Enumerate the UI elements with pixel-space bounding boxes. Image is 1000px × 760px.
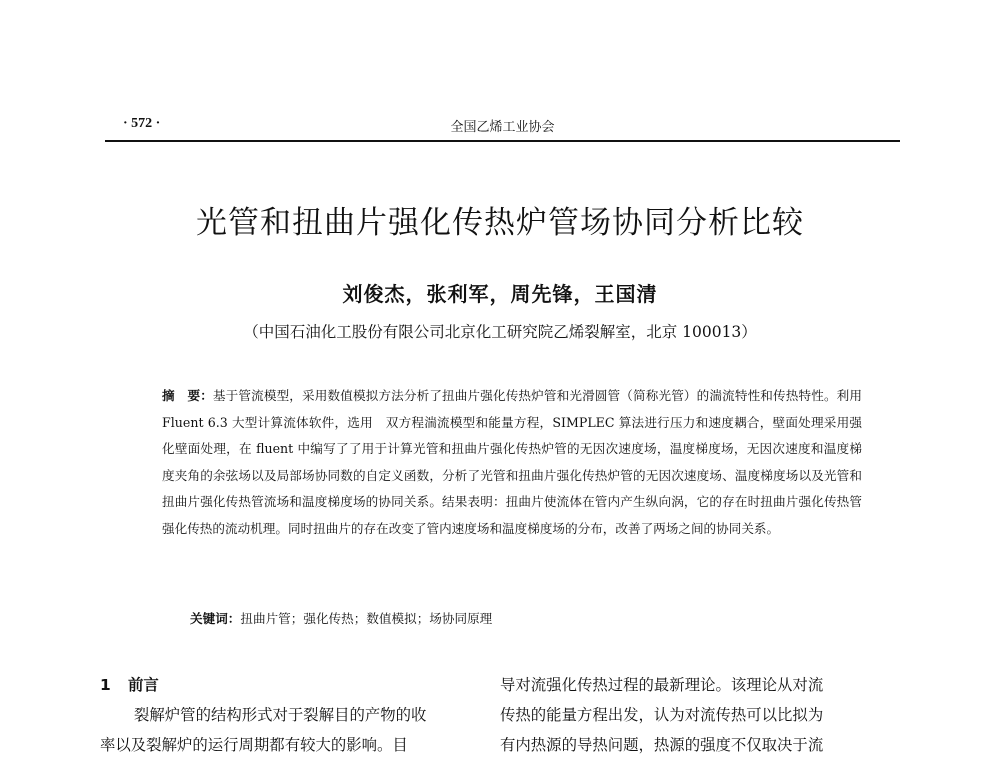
body-line: 传热的能量方程出发，认为对流传热可以比拟为 [500, 706, 824, 724]
body-line: 裂解炉管的结构形式对于裂解目的产物的收 [134, 706, 427, 724]
running-header [105, 110, 900, 142]
section-heading [100, 670, 500, 700]
paper-title: 光管和扭曲片强化传热炉管场协同分析比较 [196, 205, 804, 241]
page-number: · 572 · [123, 116, 161, 131]
journal-name: 全国乙烯工业协会 [450, 120, 555, 135]
abstract-text: 基于管流模型，采用数值模拟方法分析了扭曲片强化传热炉管和光滑圆管（简称光管）的湍流特性和传热特性。利用 Fluent 6.3 大型计算流体软件，选用 双方程湍流模型和能量方程，SIMPLEC 算法进行压力和速度耦合，壁面处理采用强化壁面处理，在 fluent 中编写了了用于计算光管和扭曲片强化传热炉管的无因次速度场，温度梯度场，无因次速度和温度梯度夹角的余弦场以及局部场协同数的自定义函数，分析了光管和扭曲片强化传热炉管的无因次速度场、温度梯度场以及光管和扭曲片强化传热管流场和温度梯度场的协同关系。结果表明：扭曲片使流体在管内产生纵向涡，它的存在时扭曲片强化传热管强化传热的流动机理。同时扭曲片的存在改变了管内速度场和温度梯度场的分布，改善了两场之间的协同关系。 [162, 388, 863, 536]
body-line: 率以及裂解炉的运行周期都有较大的影响。目 [100, 736, 408, 754]
body-line: 导对流强化传热过程的最新理论。该理论从对流 [500, 676, 824, 694]
affiliation: （中国石油化工股份有限公司北京化工研究院乙烯裂解室，北京 100013） [243, 323, 757, 341]
body-column-left [100, 670, 500, 760]
abstract-label: 摘 要： [162, 388, 213, 403]
keywords [190, 606, 860, 632]
section-number: 1 [100, 676, 111, 694]
body-line: 有内热源的导热问题，热源的强度不仅取决于流 [500, 736, 824, 754]
body-column-right [500, 670, 900, 760]
keywords-label: 关键词： [190, 611, 241, 626]
abstract [162, 383, 862, 543]
authors: 刘俊杰，张利军，周先锋，王国清 [342, 282, 658, 306]
keywords-text: 扭曲片管；强化传热；数值模拟；场协同原理 [240, 611, 493, 626]
section-title: 前言 [128, 676, 159, 694]
